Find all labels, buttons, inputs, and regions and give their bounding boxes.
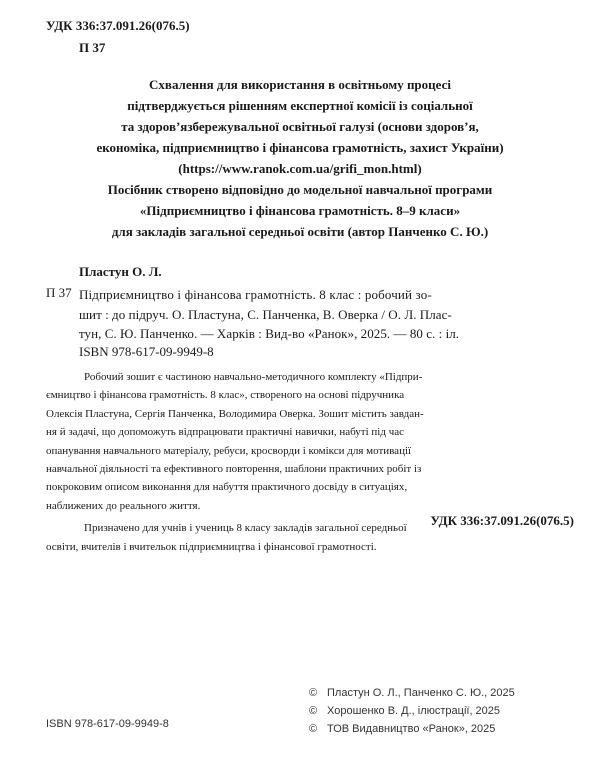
biblio-line: тун, С. Ю. Панченко. — Харків : Вид-во «Ранок», 2025. — 80 с. : іл. [79, 326, 460, 341]
udk-code-bottom: УДК 336:37.091.26(076.5) [430, 513, 574, 528]
program-block [0, 179, 600, 242]
library-index-mid: П 37 [46, 285, 72, 300]
copyright-line [309, 702, 515, 720]
approval-line: підтверджується рішенням експертної комісії із соціальної [127, 98, 473, 113]
annotation-line: навчальної діяльності та ефективного повторення, шаблони практичних робіт із [46, 463, 422, 476]
approval-line: та здоров’язбережувальної освітньої галузі (основи здоров’я, [121, 119, 479, 134]
copyright-symbol: © [309, 687, 318, 699]
purpose-line: Призначено для учнів і учениць 8 класу закладів загальної середньої [84, 522, 407, 535]
program-line: «Підприємництво і фінансова грамотність. 8–9 класи» [139, 203, 461, 218]
annotation-line: ємництво і фінансова грамотність. 8 клас», створеного на основі підручника [46, 389, 405, 402]
copyright-symbol: © [309, 705, 318, 717]
program-line: Посібник створено відповідно до модельної навчальної програми [107, 182, 493, 197]
isbn-bottom: ISBN 978-617-09-9949-8 [46, 718, 169, 730]
author-heading: Пластун О. Л. [79, 264, 162, 279]
isbn-main: ISBN 978-617-09-9949-8 [79, 344, 214, 359]
annotation-line: наближених до реального життя. [46, 499, 201, 512]
program-line: для закладів загальної середньої освіти (автор Панченко С. Ю.) [111, 224, 489, 239]
library-index-top: П 37 [79, 40, 106, 55]
annotation-line: покроковим описом виконання для набуття практичного досвіду в ситуаціях, [46, 481, 408, 494]
copyright-text: ТОВ Видавництво «Ранок», 2025 [327, 723, 496, 735]
udk-code-top: УДК 336:37.091.26(076.5) [46, 18, 190, 33]
copyright-line [309, 720, 515, 738]
annotation-line: Робочий зошит є частиною навчально-методичного комплекту «Підпри- [84, 371, 423, 383]
annotation-line: ня й задачі, що допоможуть відпрацювати практичні навички, набуті під час [46, 426, 404, 439]
approval-line: Схвалення для використання в освітньому процесі [149, 77, 451, 92]
annotation-line: Олексія Пластуна, Сергія Панченка, Володимира Оверка. Зошит містить завдан- [46, 407, 424, 420]
approval-line: економіка, підприємництво і фінансова грамотність, захист України) [96, 140, 504, 155]
biblio-line: Підприємництво і фінансова грамотність. 8 клас : робочий зо- [79, 287, 432, 302]
annotation-line: опанування навчального матеріалу, ребуси, кросворди і комікси для мотивації [46, 444, 412, 457]
copyright-symbol: © [309, 723, 318, 735]
purpose-line: освіти, вчителів і вчительок підприємництва і фінансової грамотності. [46, 540, 377, 553]
copyright-text: Хорошенко В. Д., ілюстрації, 2025 [327, 705, 501, 717]
copyright-text: Пластун О. Л., Панченко С. Ю., 2025 [327, 687, 515, 699]
biblio-line: шит : до підруч. О. Пластуна, С. Панченка, В. Оверка / О. Л. Плас- [79, 306, 452, 322]
approval-block [0, 74, 600, 179]
bibliographic-description [79, 285, 565, 344]
copyright-block [309, 684, 515, 738]
copyright-line [309, 684, 515, 702]
approval-url: (https://www.ranok.com.ua/grifi_mon.html) [178, 161, 422, 176]
